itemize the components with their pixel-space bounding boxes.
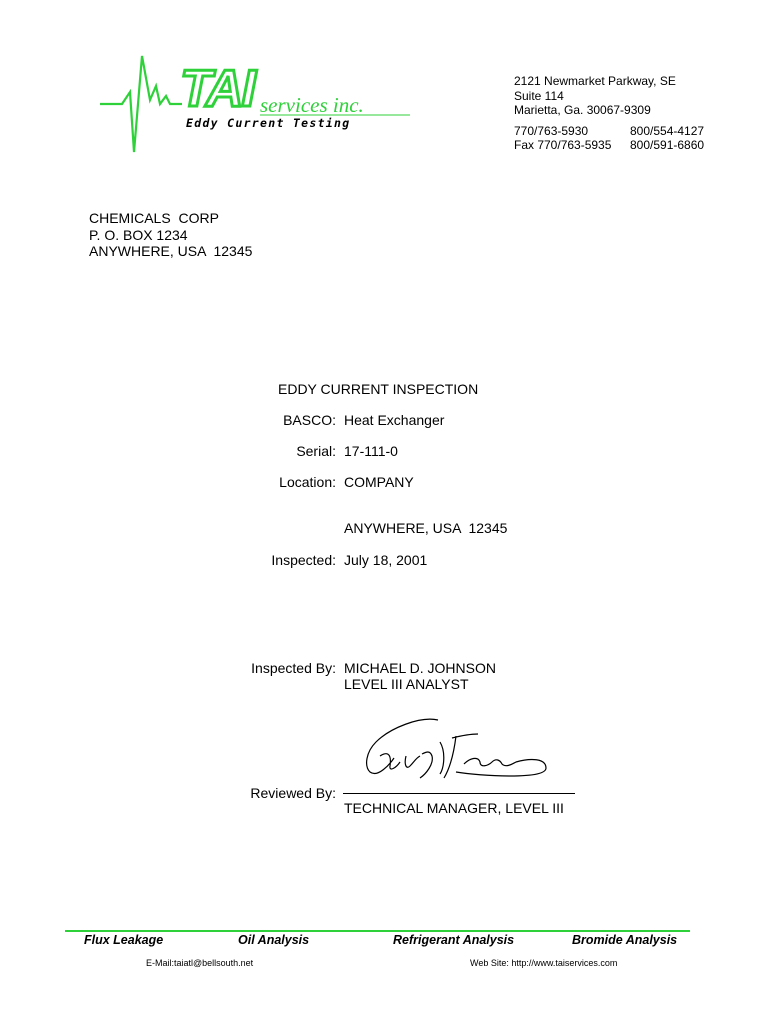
service-refrigerant-analysis: Refrigerant Analysis [393, 933, 515, 947]
field-value: ANYWHERE, USA 12345 [344, 520, 508, 536]
waveform-icon [100, 56, 182, 152]
address-line: Suite 114 [514, 88, 564, 103]
phone-number: 770/763-5930 [514, 123, 589, 138]
field-value: Heat Exchanger [344, 412, 445, 428]
field-label: Inspected: [271, 552, 336, 568]
reviewer-title: TECHNICAL MANAGER, LEVEL III [344, 800, 564, 816]
recipient-line: ANYWHERE, USA 12345 [89, 243, 253, 259]
fax-number: Fax 770/763-5935 [514, 138, 612, 152]
phone-number: 800/591-6860 [630, 138, 705, 152]
signature-image [360, 712, 560, 792]
field-value: 17-111-0 [344, 443, 398, 459]
field-label: BASCO: [283, 412, 336, 428]
field-label: Serial: [296, 443, 336, 459]
field-value: July 18, 2001 [344, 552, 428, 568]
field-label: Reviewed By: [250, 785, 336, 801]
signature-line [343, 793, 575, 794]
service-bromide-analysis: Bromide Analysis [572, 933, 678, 947]
field-value: COMPANY [344, 474, 414, 490]
website-link[interactable]: Web Site: http://www.taiservices.com [470, 958, 618, 968]
phone-row [514, 138, 754, 153]
phone-row [514, 124, 754, 139]
field-label: Location: [279, 474, 336, 490]
logo-suffix: services inc. [260, 93, 364, 117]
recipient-line: P. O. BOX 1234 [89, 226, 188, 243]
inspector-name: MICHAEL D. JOHNSON [344, 660, 496, 676]
address-line: 2121 Newmarket Parkway, SE [514, 74, 676, 88]
inspector-title: LEVEL III ANALYST [344, 676, 469, 692]
service-flux-leakage: Flux Leakage [84, 933, 164, 947]
recipient-line: CHEMICALS CORP [89, 210, 219, 226]
footer-divider [65, 930, 690, 932]
report-title: EDDY CURRENT INSPECTION [278, 381, 479, 397]
logo-tagline: Eddy Current Testing [186, 116, 351, 130]
address-line: Marietta, Ga. 30067-9309 [514, 103, 651, 117]
company-logo [100, 52, 420, 158]
service-oil-analysis: Oil Analysis [238, 933, 310, 947]
phone-number: 800/554-4127 [630, 123, 705, 138]
email-link[interactable]: E-Mail:taiatl@bellsouth.net [146, 958, 254, 968]
company-address [514, 74, 754, 153]
recipient-address [89, 210, 252, 260]
field-label: Inspected By: [251, 660, 336, 676]
logo-text: TAI [180, 60, 254, 118]
